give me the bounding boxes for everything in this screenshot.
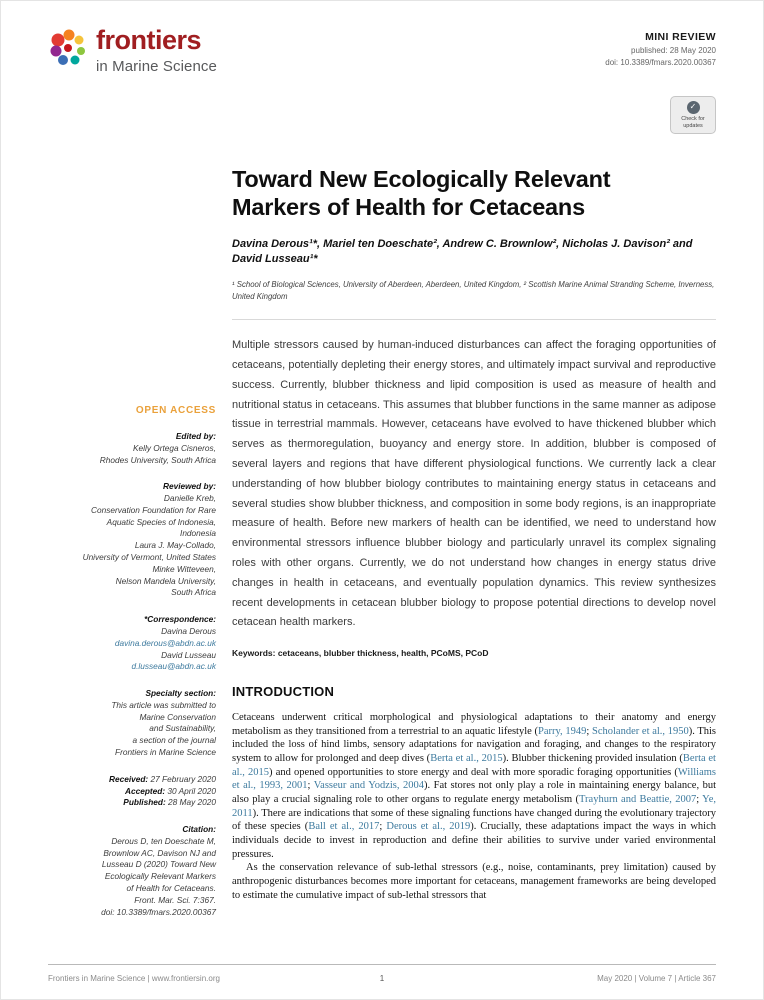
text-run: ). Fat stores not only play a role in maintaining energy balance, but also play a crucial signaling role to other organs to regulate energy metabolism (	[232, 780, 716, 806]
sidebar-line: and Sustainability,	[149, 723, 216, 734]
article-main	[216, 75, 716, 918]
sidebar-line: doi: 10.3389/fmars.2020.00367	[101, 906, 216, 917]
sidebar-line: Front. Mar. Sci. 7:367.	[134, 894, 216, 905]
citation-link[interactable]: Vasseur and Yodzis, 2004	[313, 780, 425, 792]
footer-journal-url[interactable]: www.frontiersin.org	[151, 974, 220, 983]
sidebar-block	[48, 688, 216, 759]
sidebar-line: Laura J. May-Collado,	[134, 540, 216, 551]
body-paragraph	[232, 711, 716, 861]
text-run: ;	[307, 780, 314, 792]
check-updates-label	[681, 116, 705, 130]
citation-link[interactable]: Scholander et al., 1950	[592, 725, 689, 737]
sidebar-line: This article was submitted to	[111, 699, 216, 710]
introduction-paragraphs	[232, 711, 716, 902]
text-run: Published:	[123, 797, 169, 808]
sidebar-line	[48, 797, 216, 809]
citation-link[interactable]: Williams et al., 1993, 2001	[232, 766, 716, 792]
text-run: ;	[586, 725, 592, 737]
publication-meta	[605, 27, 716, 75]
footer-journal-info	[48, 974, 220, 983]
article-type-label: MINI REVIEW	[645, 31, 716, 43]
sidebar-line: Minke Witteveen,	[152, 563, 216, 574]
body-paragraph	[232, 861, 716, 902]
frontiers-logo	[48, 27, 217, 75]
sidebar-block-label: Specialty section:	[145, 688, 216, 699]
sidebar-line: Aquatic Species of Indonesia,	[106, 516, 216, 527]
abstract-text: Multiple stressors caused by human-induced disturbances can affect the foraging opportunities of cetaceans, potentially depleting their energy stores, and ultimately impact survival and reproductive success. Currently, blubber thickness and lipid composition is used as measure of health and nutritional status in cetaceans. This assumes that blubber functions in the same manner as adipose tissue in terrestrial mammals. However, cetaceans have evolved to have thickened blubber which serves as thermoregulation, buoyancy and energy store. In addition, blubber is composed of several layers and regions that have different physiological functions. We currently lack a clear understanding of how blubber biology contributes to maintaining energy status in cetaceans and several studies show blubber thickness, and composition in some body regions, is an inappropriate measure of health. Before new markers of health can be identified, we need to understand how environmental stressors influence blubber biology and particularly unravel its complex signaling roles with other organs. Currently, we do not understand how changes in energy status drive changes in health in cetaceans, and eventually population dynamics. This review synthesizes recent developments in cetacean blubber biology to propose potential directions to develop novel cetacean health markers.	[232, 339, 716, 629]
sidebar-line	[48, 638, 216, 650]
check-for-updates-badge[interactable]	[670, 96, 716, 134]
open-access-label: OPEN ACCESS	[135, 405, 216, 416]
section-heading-introduction: INTRODUCTION	[232, 684, 335, 700]
logo-title: frontiers	[96, 25, 202, 55]
sidebar-line: Davina Derous	[161, 625, 216, 636]
text-run: Received:	[108, 773, 151, 784]
text-run: ). Crucially, these adaptations impact the ways in which individuals decide to invest in reproduction and define their abilities to survive under varied environmental pressures.	[232, 821, 717, 860]
sidebar-block	[48, 614, 216, 673]
sidebar-line: Danielle Kreb,	[163, 493, 216, 504]
sidebar-line: Brownlow AC, Davison NJ and	[103, 847, 216, 858]
text-run: 30 April 2020	[167, 785, 216, 796]
citation-link[interactable]: Parry, 1949	[538, 725, 587, 737]
text-run: As the conservation relevance of sub-lethal stressors (e.g., noise, contaminants, prey limitation) caused by anthropogenic disturbances becomes more important for cetaceans, management frameworks are being developed to estimate the cumulative impact of sub-lethal stressors that	[232, 862, 716, 901]
text-run: Cetaceans underwent critical morphological and physiological adaptations to their anatomy and energy metabolism as they transitioned from a terrestrial to an aquatic lifestyle (	[232, 712, 716, 737]
sidebar-line: Nelson Mandela University,	[115, 575, 216, 586]
sidebar	[48, 75, 216, 918]
sidebar-line: South Africa	[171, 587, 216, 598]
sidebar-line: Derous D, ten Doeschate M,	[111, 835, 216, 846]
text-run: ). Blubber thickening provided insulation (	[502, 753, 683, 765]
sidebar-line: a section of the journal	[132, 735, 216, 746]
sidebar-line: Ecologically Relevant Markers	[104, 871, 216, 882]
sidebar-block	[48, 431, 216, 466]
affiliations: ¹ School of Biological Sciences, University of Aberdeen, Aberdeen, United Kingdom, ² Scottish Marine Animal Stranding Scheme, Inverness, United Kingdom	[232, 280, 715, 302]
logo-subtitle: in Marine Science	[96, 58, 217, 75]
author-list: Davina Derous¹*, Mariel ten Doeschate², Andrew C. Brownlow², Nicholas J. Davison² and David Lusseau¹*	[232, 238, 693, 266]
sidebar-block	[48, 481, 216, 599]
sidebar-line	[48, 774, 216, 786]
sidebar-block-label: Edited by:	[175, 431, 216, 441]
page-footer	[48, 964, 716, 983]
citation-link[interactable]: Ye, 2011	[232, 794, 716, 819]
text-run: ) and opened opportunities to store energy and deal with more sporadic foraging opportunities (	[269, 766, 678, 778]
abstract-section	[232, 319, 716, 658]
citation-link[interactable]: Berta et al., 2015	[232, 753, 716, 778]
sidebar-line: of Health for Cetaceans.	[126, 883, 216, 893]
sidebar-line	[48, 661, 216, 673]
sidebar-line: Frontiers in Marine Science	[115, 746, 216, 757]
text-run: Accepted:	[124, 785, 168, 796]
sidebar-line: Marine Conservation	[139, 711, 216, 722]
article-title: Toward New Ecologically Relevant Markers of Health for Cetaceans	[232, 166, 611, 221]
published-date: published: 28 May 2020	[631, 46, 716, 55]
sidebar-line: University of Vermont, United States	[82, 552, 216, 563]
sidebar-line: Rhodes University, South Africa	[99, 454, 216, 465]
sidebar-line: Lusseau D (2020) Toward New	[101, 859, 216, 870]
sidebar-line: Indonesia	[180, 528, 216, 539]
citation-link[interactable]: Derous et al., 2019	[386, 821, 471, 833]
citation-link[interactable]: Ball et al., 2017	[308, 821, 380, 833]
sidebar-block-label: Citation:	[182, 824, 216, 835]
footer-issue-info: May 2020 | Volume 7 | Article 367	[597, 974, 716, 983]
text-run: 27 February 2020	[150, 773, 216, 784]
keywords-line: Keywords: cetaceans, blubber thickness, health, PCoMS, PCoD	[232, 648, 489, 659]
email-link[interactable]: d.lusseau@abdn.ac.uk	[131, 661, 216, 672]
logo-text	[96, 27, 217, 75]
doi-line: doi: 10.3389/fmars.2020.00367	[605, 58, 716, 67]
sidebar-line: David Lusseau	[161, 649, 216, 660]
content-columns	[1, 75, 763, 918]
check-updates-line1: Check for	[681, 115, 705, 122]
sidebar-block-label: Reviewed by:	[162, 481, 216, 492]
footer-journal-name: Frontiers in Marine Science |	[48, 974, 152, 983]
page-number: 1	[379, 974, 385, 983]
frontiers-logo-icon	[48, 27, 88, 67]
text-run: ;	[379, 821, 387, 833]
check-updates-line2: updates	[683, 122, 703, 129]
crossmark-icon	[687, 101, 700, 114]
citation-link[interactable]: Berta et al., 2015	[430, 753, 503, 765]
sidebar-block	[48, 774, 216, 809]
sidebar-line	[48, 786, 216, 798]
text-run: ;	[696, 794, 703, 806]
text-run: ). There are indications that some of these signaling functions have changed during the evolutionary trajectory of these species (	[232, 807, 716, 833]
sidebar-line: Conservation Foundation for Rare	[91, 504, 216, 515]
journal-header	[1, 1, 763, 75]
sidebar-line: Kelly Ortega Cisneros,	[132, 442, 216, 453]
sidebar-blocks	[48, 431, 216, 918]
email-link[interactable]: davina.derous@abdn.ac.uk	[114, 637, 216, 648]
check-icon: ✓	[689, 102, 697, 112]
text-run: 28 May 2020	[168, 797, 216, 808]
sidebar-block	[48, 824, 216, 918]
sidebar-block-label: *Correspondence:	[144, 614, 216, 625]
citation-link[interactable]: Trayhurn and Beattie, 2007	[579, 794, 697, 806]
text-run: ). This included the loss of hind limbs, sensory adaptations for navigation and foraging, and changes to the respiratory system to allow for prolonged and deep dives (	[232, 725, 717, 765]
